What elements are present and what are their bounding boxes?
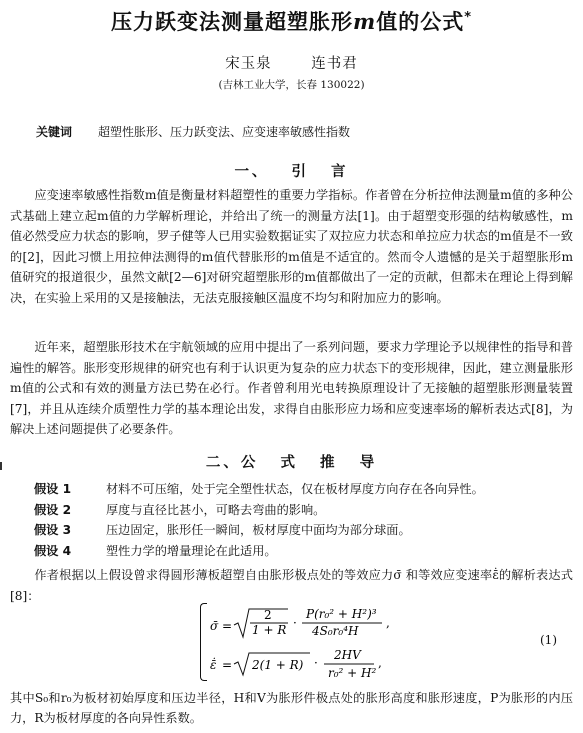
paper-title: 压力跃变法测量超塑胀形m值的公式*: [110, 9, 473, 34]
svg-text:,: ,: [378, 656, 382, 670]
intro-paragraph-2: 近年来，超塑胀形技术在宇航领域的应用中提出了一系列问题，要求力学理论予以规律性的指导和普遍性的解答。胀形变形规律的研究也有利于认识更为复杂的应力状态下的变形规律，因此，建立测量胀形m值的公式和有效的测量方法已势在必行。作者曾利用光电转换原理设计了无接触的超塑胀形测量装置[7]，并且从连续介质塑性力学的基本理论出发，求得自由胀形应力场和应变速率场的解析表达式[8]，为解决上述问题提供了必要条件。: [10, 340, 573, 437]
equation-formula: [200, 603, 500, 683]
svg-text:·: ·: [293, 616, 297, 630]
keywords-text: 超塑性胀形、压力跃变法、应变速率敏感性指数: [98, 125, 351, 139]
assumption-item: 假设 1 材料不可压缩，处于完全塑性状态，仅在板材厚度方向存在各向异性。: [34, 482, 484, 496]
svg-text:·: ·: [314, 656, 318, 670]
svg-text:1 + R: 1 + R: [252, 623, 287, 637]
svg-text:ε̄̇: ε̄̇: [210, 658, 217, 672]
assumption-item: 假设 4 塑性力学的增量理论在此适用。: [34, 543, 277, 558]
equation-1: [200, 603, 500, 683]
svg-text:=: =: [222, 658, 233, 672]
svg-text:2: 2: [264, 608, 272, 622]
svg-text:,: ,: [386, 616, 390, 630]
svg-text:2(1 + R): 2(1 + R): [252, 658, 304, 672]
equation-number: (1): [540, 633, 557, 647]
section-heading-intro: 一、 引 言: [234, 164, 349, 180]
svg-text:4S₀r₀⁴H: 4S₀r₀⁴H: [312, 624, 359, 638]
affiliation: (吉林工业大学，长春 130022): [218, 79, 365, 91]
formula-intro: 作者根据以上假设曾求得圆形薄板超塑自由胀形极点处的等效应力σ̄ 和等效应变速率ε̄̇的解析表达式[8]：: [10, 568, 573, 603]
assumption-item: 假设 3 压边固定，胀形任一瞬间，板材厚度中面均为部分球面。: [34, 523, 411, 538]
intro-paragraph-1: 应变速率敏感性指数m值是衡量材料超塑性的重要力学指标。作者曾在分析拉伸法测量m值的多种公式基础上建立起m值的力学解析理论，并给出了统一的测量方法[1]。由于超塑变形强的结构敏感性，m值必然受应力状态的影响，罗子健等人已用实验数据证实了双拉应力状态和单拉应力状态的m值是不一致的[2]，因此习惯上用拉伸法测得的m值代替胀形的m值是不适宜的。然而令人遗憾的是关于超塑胀形m值研究的报道很少，虽然文献[2—6]对研究超塑胀形的m值都做出了一定的贡献，但都未在理论上得到解决，在实验上采用的又是接触法，无法克服接触区温度不均匀和附加应力的影响。: [10, 188, 573, 305]
svg-text:r₀² + H²: r₀² + H²: [328, 666, 377, 680]
assumption-list: [10, 479, 573, 561]
title-footnote-mark: *: [464, 10, 473, 25]
authors: 宋玉泉 连书君: [225, 56, 358, 72]
svg-text:P(r₀² + H²)³: P(r₀² + H²)³: [306, 607, 377, 621]
svg-text:σ̄: σ̄: [210, 619, 219, 633]
section-heading-derivation: 二、公 式 推 导: [205, 455, 378, 471]
svg-text:=: =: [222, 619, 233, 633]
assumption-item: 假设 2 厚度与直径比甚小，可略去弯曲的影响。: [34, 502, 326, 517]
keywords: [36, 123, 350, 140]
title-m: m: [352, 9, 377, 34]
svg-text:2HV: 2HV: [334, 648, 361, 662]
keywords-label: 关键词: [36, 125, 73, 139]
variable-definitions: 其中S₀和r₀为板材初始厚度和压边半径，H和V为胀形件极点处的胀形高度和胀形速度，P为胀形的内压力，R为板材厚度的各向异性系数。: [10, 691, 573, 725]
